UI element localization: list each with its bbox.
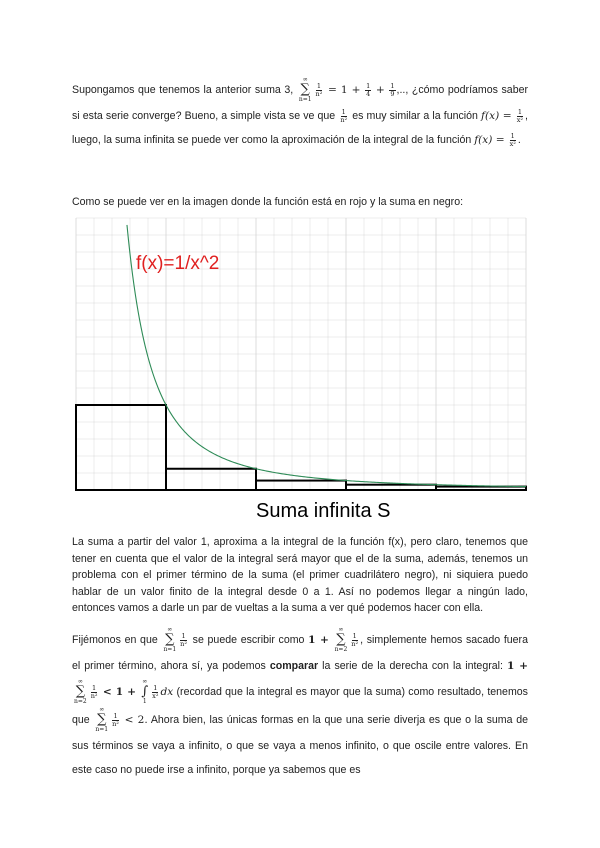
sum-symbol: ∞ ∑ n=2 [74, 678, 87, 705]
math-text: 1 + [308, 633, 329, 646]
analysis-text: La suma a partir del valor 1, aproxima a la integral de la función f(x), pero claro, tenemos que tener en cuenta que el valor de la integral será mayor que el de la suma, además, tenemos un problema con el primer término de la suma (el primer cuadrilátero negro), ni siquiera puedo hablar de un valor finito de la integral desde 0 a 1. Así no podemos llegar a ningún lado, entonces vamos a darle un par de vueltas a la suma a ver qué podemos hacer con ella. [72, 536, 528, 615]
fraction: $\frac{1}{4}$ [366, 81, 371, 98]
math-text: = 1 + [327, 83, 361, 96]
caption-text: Como se puede ver en la imagen donde la función está en rojo y la suma en negro: [72, 196, 464, 208]
math-text: + [375, 83, 385, 96]
fraction: $\frac{1}{\text{n²}}$ [351, 631, 359, 648]
text: Supongamos que tenemos la anterior suma 3, [72, 83, 294, 96]
bold-text: comparar [269, 660, 319, 672]
sum-label: Suma infinita S [256, 500, 391, 522]
sum-symbol: ∞ ∑ n=1 [163, 626, 177, 653]
function-chart [72, 214, 530, 522]
integral-symbol: ∞ ∫ 1 [141, 678, 149, 705]
fraction: $\frac{1}{\text{x²}}$ [516, 107, 524, 124]
text: Fijémonos en que [72, 633, 158, 646]
chart-svg [72, 214, 530, 522]
fraction: $\frac{1}{9}$ [390, 81, 395, 98]
text: , simplemente hemos sacado fuera el primer término, ahora sí, ya podemos [72, 633, 528, 672]
math-text: 1 + [506, 660, 529, 672]
fraction: $\frac{1}{\text{x²}}$ [152, 683, 159, 700]
math-text: f(x) = [481, 110, 512, 122]
sum-symbol: ∞ ∑ n=1 [298, 76, 312, 103]
function-label: f(x)=1/x^2 [136, 253, 220, 274]
text: Ahora bien, las únicas formas en la que una serie diverja es que o la suma de sus términos se vaya a infinito, o que se vaya a menos infinito, o que oscile entre valores. En este caso no puede irse a infinito, porque ya sabemos que es [72, 713, 528, 776]
text: . [517, 134, 521, 146]
text: la serie de la derecha con la integral: [322, 660, 503, 672]
sum-rectangles [76, 405, 526, 490]
paragraph-comparison [72, 626, 528, 782]
text: es muy similar a la función [352, 110, 478, 122]
sum-rectangle [166, 469, 256, 490]
text: (recordad que la integral es mayor que la suma) como resultado, tenemos que [72, 685, 528, 726]
fraction: $\frac{1}{\text{n²}}$ [90, 683, 98, 700]
sum-rectangle [76, 405, 166, 490]
fraction: $\frac{1}{\text{n²}}$ [180, 631, 187, 648]
fraction: $\frac{1}{\text{n²}}$ [340, 107, 348, 124]
text: se puede escribir como [192, 633, 305, 646]
fraction: $\frac{1}{\text{n²}}$ [112, 711, 119, 728]
math-text: < 1 + [102, 685, 137, 698]
text: , luego, la suma infinita se puede ver como la aproximación de la integral de la función [72, 110, 528, 146]
paragraph-intro [72, 76, 528, 152]
sum-symbol: ∞ ∑ n=1 [95, 706, 109, 733]
sum-symbol: ∞ ∑ n=2 [334, 626, 348, 653]
sum-rectangle [256, 481, 346, 490]
math-text: < 2. [124, 713, 148, 726]
paragraph-analysis [72, 534, 528, 617]
math-text: ,.., [396, 83, 409, 96]
sum-rectangle [346, 485, 436, 490]
text: ¿cómo podríamos saber si esta serie converge? Bueno, a simple vista se ve que [72, 83, 529, 122]
math-text: f(x) = [474, 134, 505, 146]
fraction: $\frac{1}{\text{n²}}$ [315, 81, 323, 98]
sum-rectangle [436, 487, 526, 490]
math-text: dx [160, 685, 174, 698]
fraction: $\frac{1}{\text{x²}}$ [509, 131, 516, 148]
paragraph-caption [72, 190, 528, 214]
